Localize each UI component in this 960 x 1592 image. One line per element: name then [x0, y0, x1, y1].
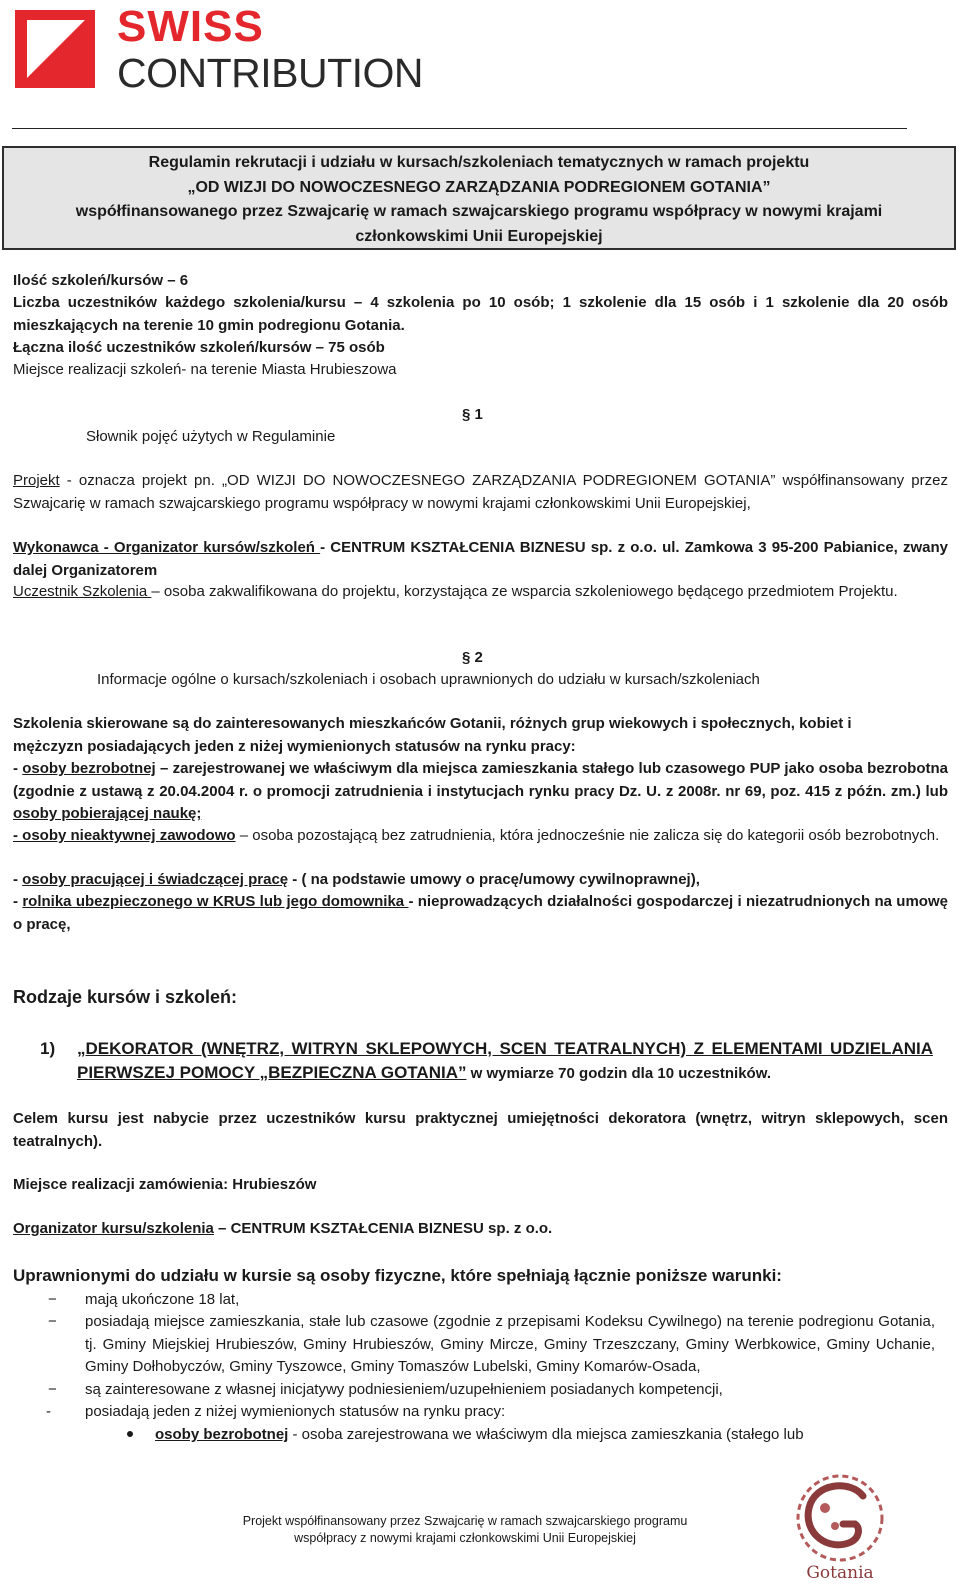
definition-uczestnik: [13, 581, 948, 604]
title-line-4: członkowskimi Unii Europejskiej: [355, 227, 603, 245]
condition-4-text: posiadają jeden z niżej wymienionych statusów na rynku pracy:: [85, 1403, 506, 1420]
status-unemployed: - osoby bezrobotnej – zarejestrowanej we właściwym dla miejsca zamieszkania stałego lub czasowego PUP jako osoba bezrobotna (zgodnie z ustawą z 20.04.2004 r. o promocji zatrudnienia i instytucjach rynku pracy Dz. U. z 2008r. nr 69, poz. 415 z późn. zm.) lub osoby pobierającej naukę;: [13, 760, 948, 822]
gotania-logo-text: Gotania: [806, 1563, 874, 1583]
course-goal: Celem kursu jest nabycie przez uczestników kursu praktycznej umiejętności dekoratora (wnętrz, witryn sklepowych, scen teatralnych).: [13, 1110, 948, 1150]
section-2-heading: Informacje ogólne o kursach/szkoleniach i osobach uprawnionych do udziału w kursach/szkoleniach: [97, 671, 760, 688]
header-divider: [12, 128, 907, 129]
condition-2-marker: −: [48, 1313, 57, 1330]
condition-3-text: są zainteresowane z własnej inicjatywy podniesieniem/uzupełnieniem posiadanych kompetencji,: [85, 1381, 723, 1398]
participants-info: Liczba uczestników każdego szkolenia/kursu – 4 szkolenia po 10 osób; 1 szkolenie dla 15 osób i 1 szkolenie dla 20 osób mieszkających na terenie 10 gmin podregionu Gotania.: [13, 294, 948, 334]
logo-contribution-text: CONTRIBUTION: [117, 50, 424, 96]
total-participants: Łączna ilość uczestników szkoleń/kursów – 75 osób: [13, 339, 385, 356]
course-1-name: „DEKORATOR (WNĘTRZ, WITRYN SKLEPOWYCH, SCEN TEATRALNYCH) Z ELEMENTAMI UDZIELANIA PIERWSZEJ POMOCY „BEZPIECZNA GOTANIA”: [77, 1039, 933, 1082]
condition-1-text: mają ukończone 18 lat,: [85, 1291, 240, 1308]
bullet-term: osoby bezrobotnej: [155, 1426, 289, 1443]
courses-heading: Rodzaje kursów i szkoleń:: [13, 987, 238, 1007]
course-1-title: [77, 1037, 933, 1086]
status-farmer: - rolnika ubezpieczonego w KRUS lub jego domownika - nieprowadzących działalności gospodarczej i niezatrudnionych na umowę o pracę,: [13, 893, 948, 933]
term-wykonawca: Wykonawca - Organizator kursów/szkoleń: [13, 539, 321, 556]
term-student: osoby pobierającej naukę;: [13, 805, 202, 822]
swiss-cross-logo-icon: [15, 10, 95, 88]
condition-1-marker: −: [48, 1291, 57, 1308]
definition-projekt: [13, 470, 948, 515]
course-1-hours: w wymiarze 70 godzin dla 10 uczestników.: [466, 1065, 772, 1082]
term-projekt: Projekt: [13, 472, 60, 489]
condition-2-text: posiadają miejsce zamieszkania, stałe lub czasowe (zgodnie z przepisami Kodeksu Cywilnego) na terenie podregionu Gotania, tj. Gminy Miejskiej Hrubieszów, Gminy Hrubieszów, Gminy Mircze, Gminy Trzeszczany, Gminy Werbkowice, Gminy Uchanie, Gminy Dołhobyczów, Gminy Tyszowce, Gminy Tomaszów Lubelski, Gminy Komarów-Osada,: [85, 1313, 935, 1375]
section-1-heading: Słownik pojęć użytych w Regulaminie: [86, 428, 336, 445]
bullet-dot-icon: [127, 1431, 133, 1437]
def-wykonawca: - CENTRUM KSZTAŁCENIA BIZNESU sp. z o.o. ul. Zamkowa 3 95-200 Pabianice, zwany dalej Organizatorem: [13, 539, 948, 579]
term-farmer: rolnika ubezpieczonego w KRUS lub jego domownika: [22, 893, 409, 910]
term-employed: osoby pracującej i świadczącej pracę: [22, 871, 289, 888]
condition-4-marker: -: [46, 1403, 51, 1420]
def-projekt: - oznacza projekt pn. „OD WIZJI DO NOWOCZESNEGO ZARZĄDZANIA PODREGIONEM GOTANIA” współfinansowany przez Szwajcarię w ramach szwajcarskiego programu współpracy w nowymi krajami członkowskimi Unii Europejskiej,: [13, 472, 948, 512]
title-line-2: „OD WIZJI DO NOWOCZESNEGO ZARZĄDZANIA PODREGIONEM GOTANIA”: [187, 178, 771, 196]
term-uczestnik: Uczestnik Szkolenia: [13, 583, 152, 600]
section-1-mark: § 1: [462, 406, 483, 423]
title-line-3: współfinansowanego przez Szwajcarię w ramach szwajcarskiego programu współpracy w nowymi krajami: [75, 203, 883, 220]
document-title-box: [2, 146, 956, 250]
title-line-1: Regulamin rekrutacji i udziału w kursach/szkoleniach tematycznych w ramach projektu: [148, 154, 810, 171]
term-unemployed: osoby bezrobotnej: [22, 760, 156, 777]
term-organizer: Organizator kursu/szkolenia: [13, 1220, 214, 1237]
training-place: Miejsce realizacji szkoleń- na terenie Miasta Hrubieszowa: [13, 361, 397, 378]
order-place: Miejsce realizacji zamówienia: Hrubieszów: [13, 1176, 317, 1193]
bullet-unemployed: osoby bezrobotnej - osoba zarejestrowana we właściwym dla miejsca zamieszkania (stałego lub: [155, 1426, 804, 1443]
definition-wykonawca: [13, 537, 948, 582]
courses-count: Ilość szkoleń/kursów – 6: [13, 272, 189, 289]
status-employed: - osoby pracującej i świadczącej pracę - ( na podstawie umowy o pracę/umowy cywilnoprawnej),: [13, 871, 700, 888]
logo-swiss-text: SWISS: [117, 2, 264, 51]
footer-text: [230, 1513, 700, 1547]
course-1-number: 1): [40, 1039, 56, 1058]
eligibility-heading: Uprawnionymi do udziału w kursie są osoby fizyczne, które spełniają łącznie poniższe warunki:: [13, 1266, 782, 1285]
gotania-logo-icon: [785, 1468, 895, 1586]
condition-3-marker: −: [48, 1381, 57, 1398]
status-inactive: - osoby nieaktywnej zawodowo – osoba pozostającą bez zatrudnienia, która jednocześnie nie zalicza się do kategorii osób bezrobotnych.: [13, 827, 940, 844]
def-uczestnik: – osoba zakwalifikowana do projektu, korzystająca ze wsparcia szkoleniowego będącego przedmiotem Projektu.: [151, 583, 898, 600]
target-group-paragraph: Szkolenia skierowane są do zainteresowanych mieszkańców Gotanii, różnych grup wiekowych i społecznych, kobiet i mężczyzn posiadających jeden z niżej wymienionych statusów na rynku pracy:: [13, 715, 852, 755]
term-inactive: - osoby nieaktywnej zawodowo: [13, 827, 236, 844]
footer-line-2: współpracy z nowymi krajami członkowskimi Unii Europejskiej: [294, 1531, 636, 1545]
section-2-mark: § 2: [462, 649, 483, 666]
course-organizer: Organizator kursu/szkolenia – CENTRUM KSZTAŁCENIA BIZNESU sp. z o.o.: [13, 1220, 553, 1237]
footer-line-1: Projekt współfinansowany przez Szwajcarię w ramach szwajcarskiego programu: [242, 1514, 688, 1528]
